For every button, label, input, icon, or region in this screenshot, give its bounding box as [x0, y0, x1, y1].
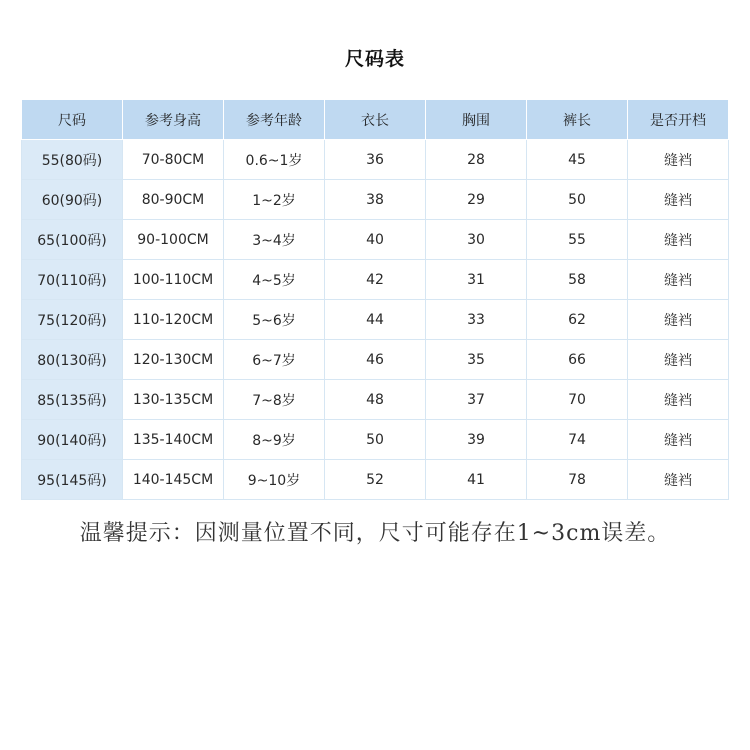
- table-cell: 31: [426, 260, 527, 300]
- table-cell: 缝裆: [628, 380, 729, 420]
- size-chart-table: [21, 99, 729, 500]
- table-cell: 40: [325, 220, 426, 260]
- table-row: [22, 260, 729, 300]
- size-cell: 90(140码): [22, 420, 123, 460]
- table-cell: 110-120CM: [123, 300, 224, 340]
- table-row: [22, 340, 729, 380]
- table-body: [22, 140, 729, 500]
- table-cell: 缝裆: [628, 140, 729, 180]
- size-cell: 80(130码): [22, 340, 123, 380]
- table-cell: 8~9岁: [224, 420, 325, 460]
- table-cell: 缝裆: [628, 300, 729, 340]
- table-cell: 80-90CM: [123, 180, 224, 220]
- size-cell: 55(80码): [22, 140, 123, 180]
- size-cell: 70(110码): [22, 260, 123, 300]
- column-header: 衣长: [325, 100, 426, 140]
- table-cell: 50: [325, 420, 426, 460]
- table-cell: 78: [527, 460, 628, 500]
- column-header: 尺码: [22, 100, 123, 140]
- table-cell: 35: [426, 340, 527, 380]
- table-cell: 1~2岁: [224, 180, 325, 220]
- table-cell: 7~8岁: [224, 380, 325, 420]
- table-cell: 缝裆: [628, 420, 729, 460]
- table-cell: 44: [325, 300, 426, 340]
- table-cell: 4~5岁: [224, 260, 325, 300]
- size-cell: 65(100码): [22, 220, 123, 260]
- table-row: [22, 460, 729, 500]
- table-cell: 58: [527, 260, 628, 300]
- table-cell: 37: [426, 380, 527, 420]
- table-row: [22, 220, 729, 260]
- size-cell: 75(120码): [22, 300, 123, 340]
- table-cell: 33: [426, 300, 527, 340]
- table-cell: 缝裆: [628, 460, 729, 500]
- table-cell: 74: [527, 420, 628, 460]
- column-header: 是否开档: [628, 100, 729, 140]
- header-row: [22, 100, 729, 140]
- table-cell: 48: [325, 380, 426, 420]
- size-cell: 85(135码): [22, 380, 123, 420]
- table-row: [22, 180, 729, 220]
- table-cell: 100-110CM: [123, 260, 224, 300]
- table-cell: 46: [325, 340, 426, 380]
- table-cell: 130-135CM: [123, 380, 224, 420]
- table-cell: 28: [426, 140, 527, 180]
- table-cell: 42: [325, 260, 426, 300]
- table-cell: 0.6~1岁: [224, 140, 325, 180]
- table-cell: 39: [426, 420, 527, 460]
- table-cell: 5~6岁: [224, 300, 325, 340]
- table-cell: 36: [325, 140, 426, 180]
- table-cell: 缝裆: [628, 220, 729, 260]
- page-title: 尺码表: [344, 48, 405, 70]
- size-cell: 60(90码): [22, 180, 123, 220]
- table-cell: 55: [527, 220, 628, 260]
- table-cell: 29: [426, 180, 527, 220]
- table-cell: 120-130CM: [123, 340, 224, 380]
- table-cell: 70-80CM: [123, 140, 224, 180]
- table-cell: 30: [426, 220, 527, 260]
- table-cell: 90-100CM: [123, 220, 224, 260]
- size-cell: 95(145码): [22, 460, 123, 500]
- table-cell: 38: [325, 180, 426, 220]
- table-cell: 52: [325, 460, 426, 500]
- table-row: [22, 140, 729, 180]
- table-row: [22, 300, 729, 340]
- column-header: 参考身高: [123, 100, 224, 140]
- table-cell: 140-145CM: [123, 460, 224, 500]
- table-cell: 3~4岁: [224, 220, 325, 260]
- table-row: [22, 420, 729, 460]
- table-cell: 135-140CM: [123, 420, 224, 460]
- table-cell: 缝裆: [628, 180, 729, 220]
- table-cell: 70: [527, 380, 628, 420]
- table-cell: 62: [527, 300, 628, 340]
- table-cell: 缝裆: [628, 260, 729, 300]
- table-cell: 45: [527, 140, 628, 180]
- table-cell: 9~10岁: [224, 460, 325, 500]
- table-cell: 6~7岁: [224, 340, 325, 380]
- measurement-note: 温馨提示：因测量位置不同，尺寸可能存在1~3cm误差。: [79, 521, 671, 546]
- table-cell: 缝裆: [628, 340, 729, 380]
- table-cell: 50: [527, 180, 628, 220]
- column-header: 参考年龄: [224, 100, 325, 140]
- table-cell: 41: [426, 460, 527, 500]
- column-header: 胸围: [426, 100, 527, 140]
- table-row: [22, 380, 729, 420]
- table-cell: 66: [527, 340, 628, 380]
- column-header: 裤长: [527, 100, 628, 140]
- table-header: [22, 100, 729, 140]
